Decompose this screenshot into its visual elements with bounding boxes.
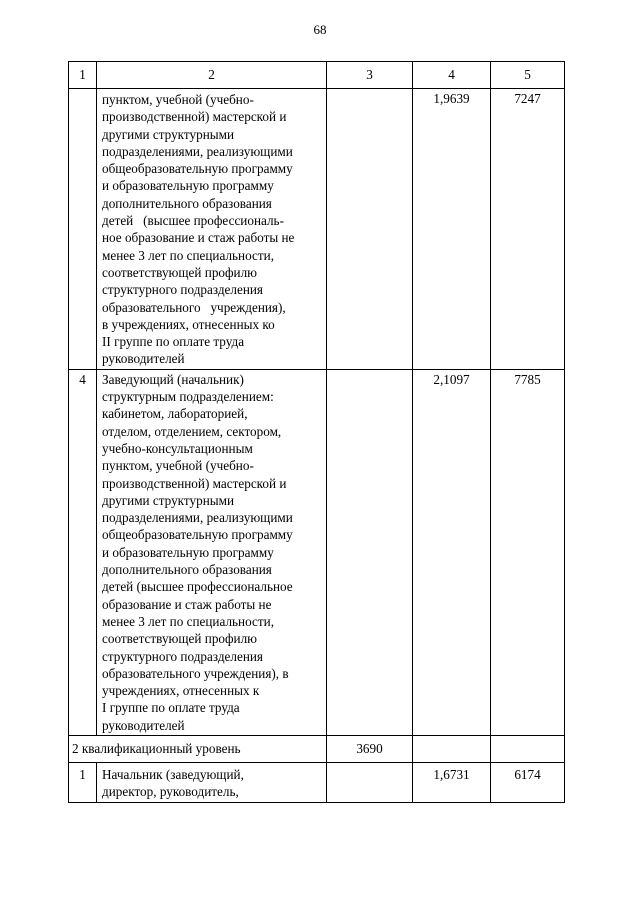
base-salary-cell xyxy=(327,369,413,735)
position-name-line: ное образование и стаж работы не xyxy=(102,230,295,246)
level-base-salary: 3690 xyxy=(327,735,413,762)
position-name-line: образовательного учреждения), в xyxy=(102,665,289,681)
salary-table xyxy=(68,61,565,803)
table-row-continued xyxy=(69,89,565,370)
coefficient-cell: 1,6731 xyxy=(413,762,491,802)
position-name-line: пунктом, учебной (учебно- xyxy=(102,92,254,107)
position-name-line: другими структурными xyxy=(102,492,235,508)
position-name xyxy=(97,762,327,802)
row-number xyxy=(69,89,97,370)
header-col-1: 1 xyxy=(69,62,97,89)
position-name-line: Начальник (заведующий, xyxy=(102,766,244,782)
position-name-line: дополнительного образования xyxy=(102,562,272,578)
position-name-line: соответствующей профилю xyxy=(102,264,258,280)
position-name-line: структурным подразделением: xyxy=(102,389,274,405)
table-row-1 xyxy=(69,762,565,802)
position-name-line: директор, руководитель, xyxy=(102,784,239,800)
position-name-line: детей (высшее профессиональ- xyxy=(102,213,284,229)
row-number: 4 xyxy=(69,369,97,735)
table-row-4 xyxy=(69,369,565,735)
position-name-line: подразделениями, реализующими xyxy=(102,143,293,159)
qualification-level-row xyxy=(69,735,565,762)
position-name-line: кабинетом, лабораторией, xyxy=(102,406,248,422)
position-name-line: Заведующий (начальник) xyxy=(102,371,244,387)
position-name-line: общеобразовательную программу xyxy=(102,161,293,177)
salary-cell: 7247 xyxy=(491,89,565,370)
position-name-line: учреждениях, отнесенных к xyxy=(102,683,260,699)
position-name-line: производственной) мастерской и xyxy=(102,109,287,125)
position-name-line: образовательного учреждения), xyxy=(102,299,286,315)
position-name-line: в учреждениях, отнесенных ко xyxy=(102,316,275,332)
position-name-line: соответствующей профилю xyxy=(102,631,258,647)
position-name-line: производственной) мастерской и xyxy=(102,475,287,491)
base-salary-cell xyxy=(327,89,413,370)
table-header-row xyxy=(69,62,565,89)
header-col-3: 3 xyxy=(327,62,413,89)
position-name-line: общеобразовательную программу xyxy=(102,527,293,543)
coefficient-cell: 1,9639 xyxy=(413,89,491,370)
header-col-5: 5 xyxy=(491,62,565,89)
position-name-line: менее 3 лет по специальности, xyxy=(102,613,274,629)
position-name-line: руководителей xyxy=(102,351,185,367)
position-name-line: отделом, отделением, сектором, xyxy=(102,423,282,439)
qualification-level-label: 2 квалификационный уровень xyxy=(69,735,327,762)
position-name-line: структурного подразделения xyxy=(102,282,263,298)
salary-cell: 7785 xyxy=(491,369,565,735)
level-col-4 xyxy=(413,735,491,762)
base-salary-cell xyxy=(327,762,413,802)
row-number: 1 xyxy=(69,762,97,802)
position-name xyxy=(97,89,327,370)
level-col-5 xyxy=(491,735,565,762)
position-name-line: и образовательную программу xyxy=(102,544,274,560)
position-name-line: детей (высшее профессиональное xyxy=(102,579,293,595)
position-name-line: руководителей xyxy=(102,717,185,733)
header-col-2: 2 xyxy=(97,62,327,89)
header-col-4: 4 xyxy=(413,62,491,89)
position-name xyxy=(97,369,327,735)
position-name-line: менее 3 лет по специальности, xyxy=(102,247,274,263)
salary-cell: 6174 xyxy=(491,762,565,802)
position-name-line: I группе по оплате труда xyxy=(102,700,240,716)
page-number: 68 xyxy=(313,22,327,37)
position-name-line: образование и стаж работы не xyxy=(102,596,272,612)
position-name-line: и образовательную программу xyxy=(102,178,274,194)
position-name-line: пунктом, учебной (учебно- xyxy=(102,458,254,474)
position-name-line: другими структурными xyxy=(102,126,235,142)
position-name-line: учебно-консультационным xyxy=(102,440,253,456)
position-name-line: структурного подразделения xyxy=(102,648,263,664)
position-name-line: II группе по оплате труда xyxy=(102,334,245,350)
coefficient-cell: 2,1097 xyxy=(413,369,491,735)
position-name-line: подразделениями, реализующими xyxy=(102,510,293,526)
position-name-line: дополнительного образования xyxy=(102,195,272,211)
